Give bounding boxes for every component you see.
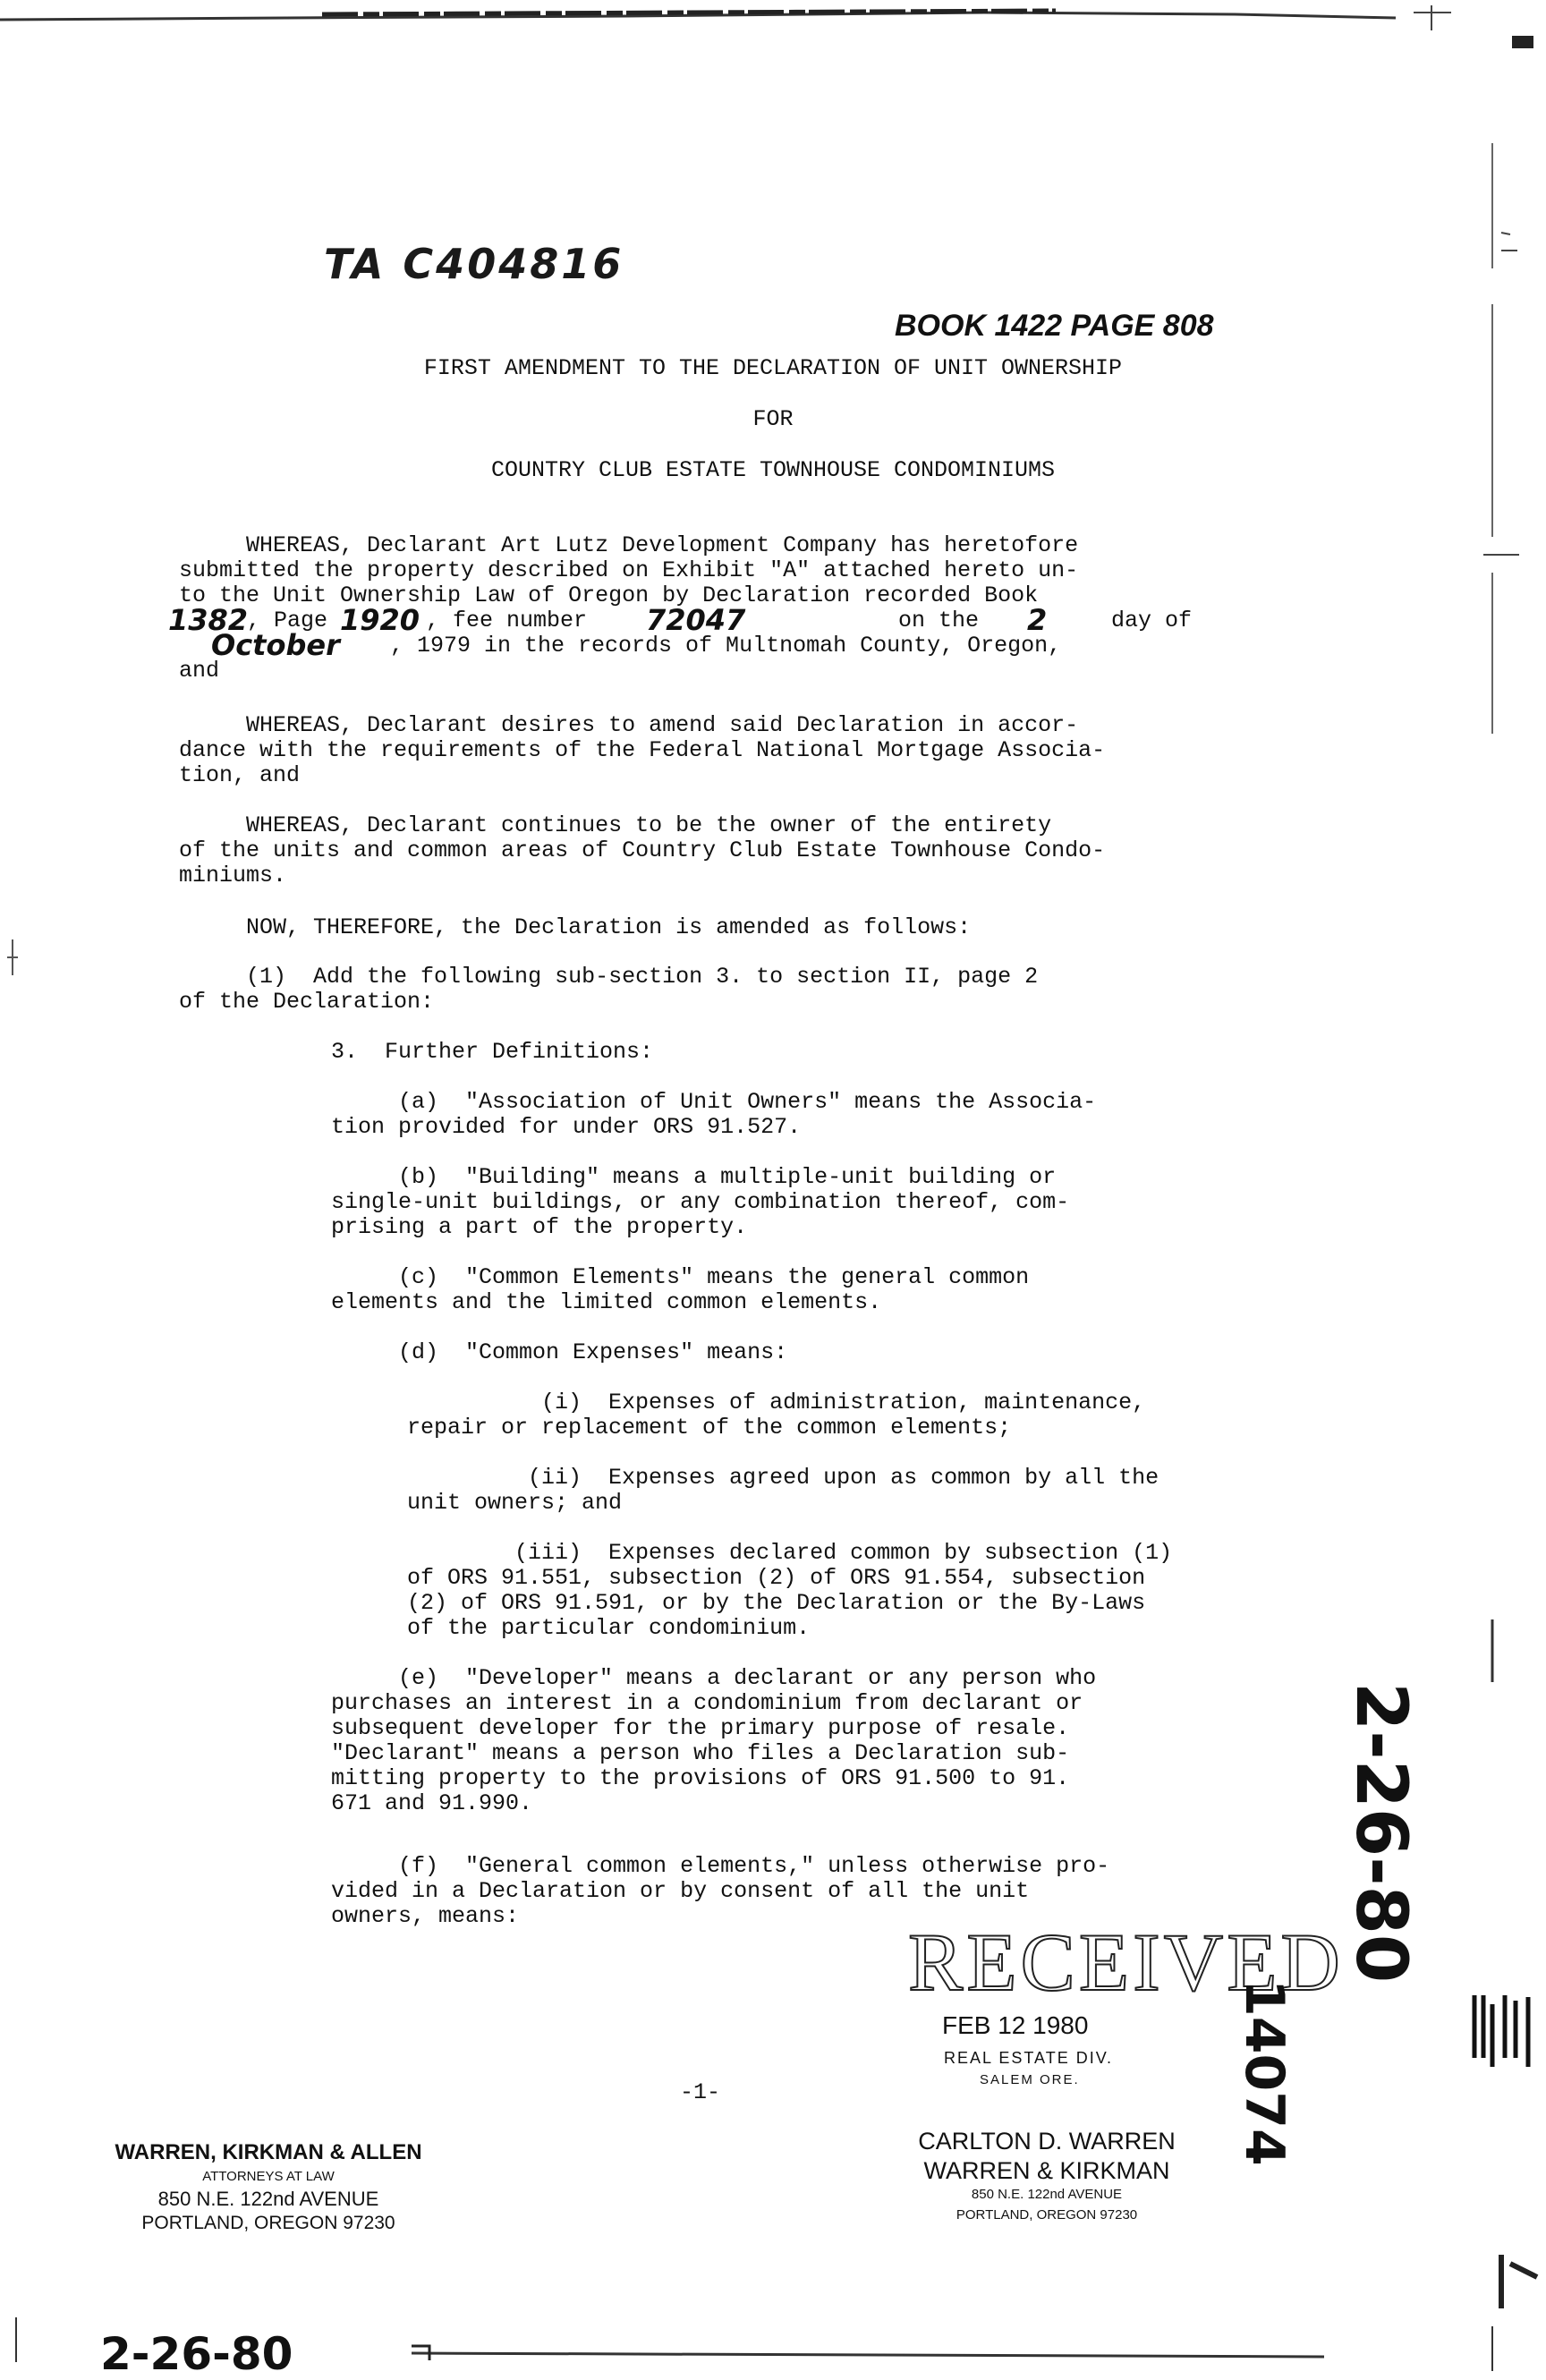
text-line: WHEREAS, Declarant Art Lutz Development Company has heretofore bbox=[179, 532, 1079, 558]
received-stamp-date: FEB 12 1980 bbox=[942, 2011, 1089, 2039]
text-line: elements and the limited common elements. bbox=[331, 1289, 882, 1315]
page-number: -1- bbox=[680, 2079, 721, 2105]
handwritten-page-number: 1920 bbox=[340, 603, 420, 637]
attorney-right-city: PORTLAND, OREGON 97230 bbox=[956, 2207, 1138, 2223]
section-3-heading: 3. Further Definitions: bbox=[331, 1039, 654, 1065]
text-line: of the units and common areas of Country Club Estate Townhouse Condo- bbox=[179, 837, 1106, 863]
book-page-stamp: BOOK 1422 PAGE 808 bbox=[895, 309, 1214, 343]
text-line: miniums. bbox=[179, 863, 287, 888]
attorney-right-name: CARLTON D. WARREN bbox=[918, 2128, 1176, 2155]
received-stamp-office: REAL ESTATE DIV. bbox=[944, 2049, 1114, 2067]
text-line: day of bbox=[1111, 608, 1193, 633]
received-stamp-title: RECEIVED bbox=[908, 1917, 1344, 2008]
received-stamp-city: SALEM ORE. bbox=[980, 2072, 1080, 2087]
text-line: tion, and bbox=[179, 762, 301, 788]
document-title-project: COUNTRY CLUB ESTATE TOWNHOUSE CONDOMINIUMS bbox=[490, 457, 1056, 483]
text-line: (e) "Developer" means a declarant or any person who bbox=[331, 1665, 1097, 1691]
definition-d: (d) "Common Expenses" means: bbox=[331, 1339, 788, 1365]
text-line: (f) "General common elements," unless otherwise pro- bbox=[331, 1853, 1110, 1879]
text-line: vided in a Declaration or by consent of all the unit bbox=[331, 1878, 1030, 1904]
vertical-date-stamp: 2-26-80 bbox=[1340, 1682, 1421, 1984]
text-line: (ii) Expenses agreed upon as common by all the bbox=[407, 1465, 1160, 1491]
attorney-left-address: 850 N.E. 122nd AVENUE bbox=[157, 2188, 379, 2210]
text-line: subsequent developer for the primary purpose of resale. bbox=[331, 1715, 1070, 1741]
text-line: (i) Expenses of administration, maintenance, bbox=[407, 1390, 1146, 1415]
attorney-block-left bbox=[107, 2140, 429, 2234]
text-line: (1) Add the following sub-section 3. to section II, page 2 bbox=[179, 964, 1039, 990]
text-line: prising a part of the property. bbox=[331, 1214, 748, 1240]
text-line: of ORS 91.551, subsection (2) of ORS 91.554, subsection bbox=[407, 1565, 1146, 1591]
text-line: purchases an interest in a condominium from declarant or bbox=[331, 1690, 1083, 1716]
text-line: to the Unit Ownership Law of Oregon by Declaration recorded Book bbox=[179, 582, 1039, 608]
handwritten-book-number: 1382 bbox=[168, 603, 249, 637]
text-line: repair or replacement of the common elements; bbox=[407, 1415, 1012, 1441]
text-line: , Page bbox=[247, 608, 328, 633]
text-line: (a) "Association of Unit Owners" means the Associa- bbox=[331, 1089, 1097, 1115]
text-line: single-unit buildings, or any combination thereof, com- bbox=[331, 1189, 1070, 1215]
text-line: (2) of ORS 91.591, or by the Declaration or the By-Laws bbox=[407, 1590, 1146, 1616]
footer-date-stamp: 2-26-80 bbox=[100, 2328, 293, 2380]
text-line: mitting property to the provisions of ORS 91.500 to 91. bbox=[331, 1765, 1070, 1791]
text-line: tion provided for under ORS 91.527. bbox=[331, 1114, 802, 1140]
text-line: submitted the property described on Exhibit "A" attached hereto un- bbox=[179, 557, 1079, 583]
document-title-for: FOR bbox=[752, 406, 794, 432]
text-line: unit owners; and bbox=[407, 1490, 623, 1516]
scan-top-edge bbox=[0, 0, 1546, 34]
now-therefore-paragraph: NOW, THEREFORE, the Declaration is amended as follows: bbox=[179, 914, 972, 940]
scan-bottom-line bbox=[394, 2326, 1342, 2362]
text-line: WHEREAS, Declarant desires to amend said Declaration in accor- bbox=[179, 712, 1079, 738]
attorney-left-name: WARREN, KIRKMAN & ALLEN bbox=[115, 2140, 422, 2164]
text-line: and bbox=[179, 658, 220, 684]
text-line: of the Declaration: bbox=[179, 989, 435, 1015]
text-line: of the particular condominium. bbox=[407, 1615, 811, 1641]
text-line: dance with the requirements of the Federal National Mortgage Associa- bbox=[179, 737, 1106, 763]
attorney-left-title: ATTORNEYS AT LAW bbox=[202, 2169, 335, 2184]
attorney-right-address: 850 N.E. 122nd AVENUE bbox=[971, 2187, 1123, 2202]
text-line: , fee number bbox=[426, 608, 588, 633]
attorney-right-firm: WARREN & KIRKMAN bbox=[923, 2157, 1170, 2184]
attorney-left-city: PORTLAND, OREGON 97230 bbox=[141, 2213, 395, 2233]
text-line: , 1979 in the records of Multnomah County, Oregon, bbox=[390, 633, 1062, 659]
handwritten-fee-number: 72047 bbox=[646, 603, 746, 637]
text-line: (iii) Expenses declared common by subsection (1) bbox=[407, 1540, 1173, 1566]
text-line: owners, means: bbox=[331, 1903, 520, 1929]
text-line: 671 and 91.990. bbox=[331, 1790, 533, 1816]
text-line: (c) "Common Elements" means the general common bbox=[331, 1264, 1030, 1290]
handwritten-day: 2 bbox=[1027, 603, 1048, 637]
attorney-block-right bbox=[904, 2128, 1190, 2223]
text-line: "Declarant" means a person who files a Declaration sub- bbox=[331, 1740, 1070, 1766]
text-line: (b) "Building" means a multiple-unit building or bbox=[331, 1164, 1057, 1190]
text-line: WHEREAS, Declarant continues to be the owner of the entirety bbox=[179, 812, 1052, 838]
handwritten-month: October bbox=[211, 628, 340, 662]
document-title: FIRST AMENDMENT TO THE DECLARATION OF UNIT OWNERSHIP bbox=[423, 355, 1123, 381]
text-line: on the bbox=[898, 608, 980, 633]
vertical-number-stamp: 14074 bbox=[1233, 1979, 1295, 2166]
handwritten-file-number: TA C404816 bbox=[324, 240, 624, 288]
